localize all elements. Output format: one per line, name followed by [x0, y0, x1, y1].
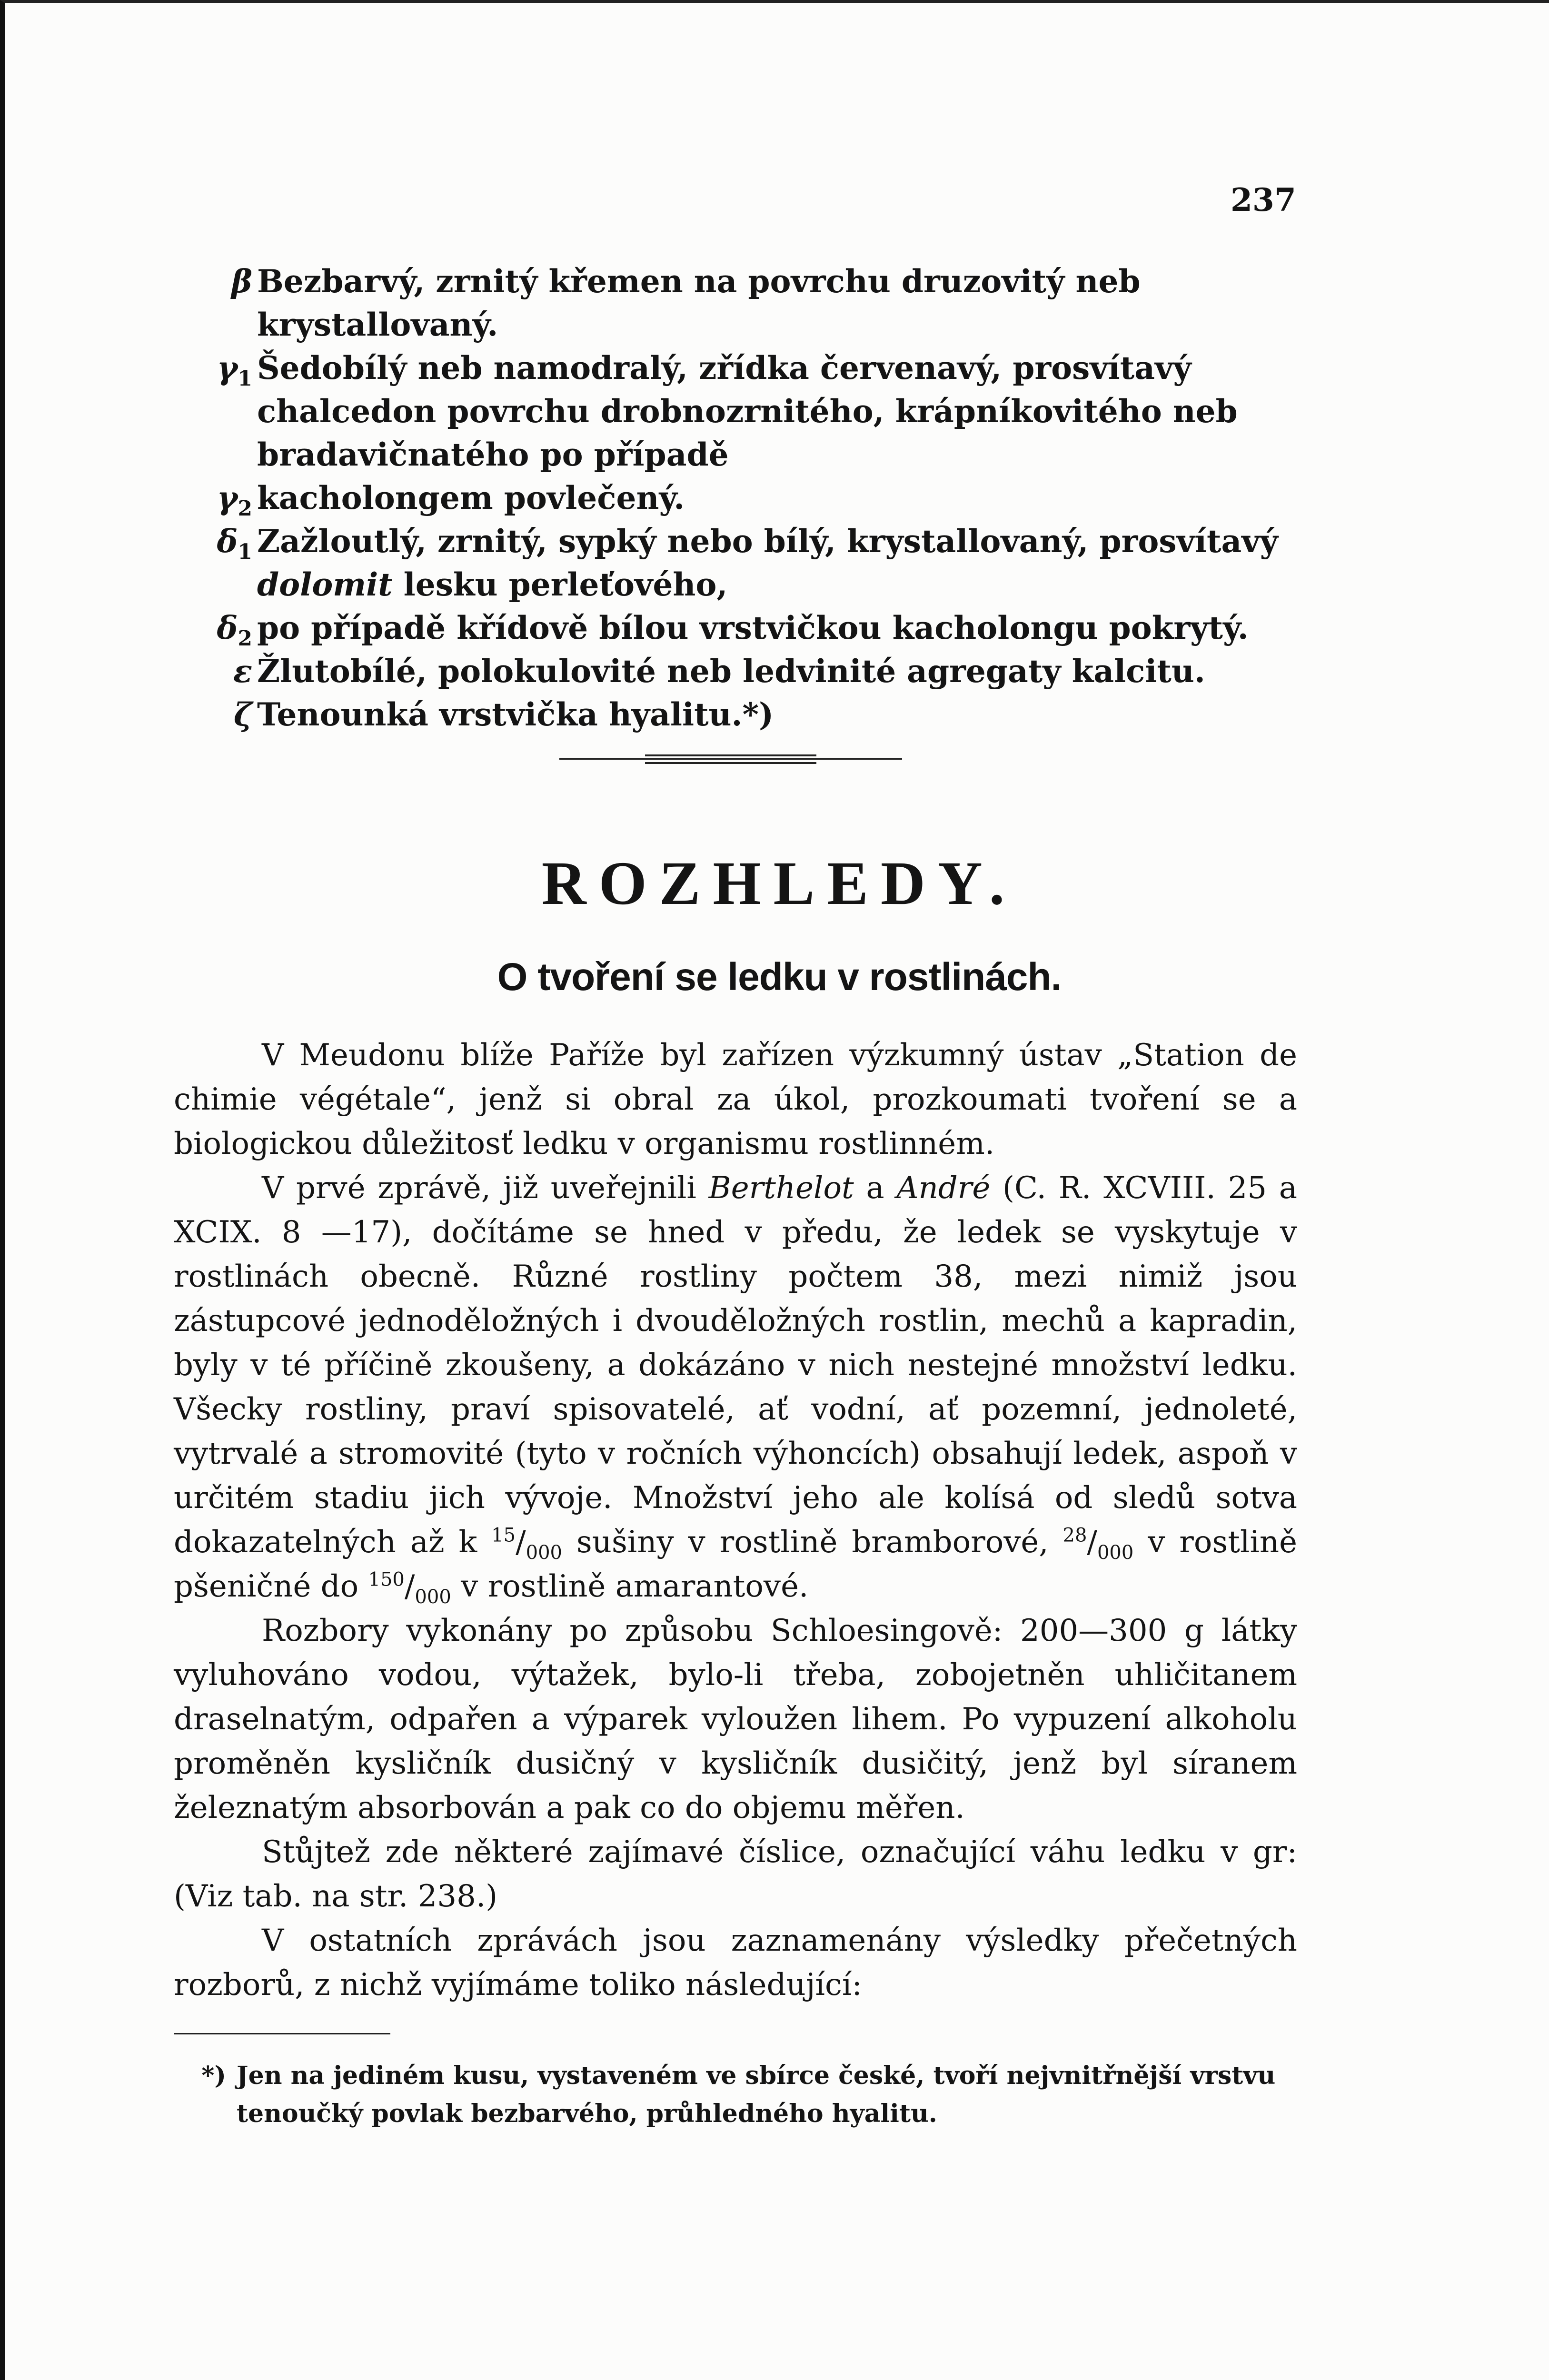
paragraph: V ostatních zprávách jsou zaznamenány výsledky přečetných rozborů, z nichž vyjímáme toliko následující:	[174, 1923, 1297, 2003]
author-name: Berthelot	[708, 1170, 854, 1206]
list-item-text: Zažloutlý, zrnitý, sypký nebo bílý, krystallovaný, prosvítavý	[257, 523, 1278, 560]
paragraph: Rozbory vykonány po způsobu Schloesingově: 200—300 g látky vyluhováno vodou, výtažek, bylo-li třeba, zobojetněn uhličitanem draselnatým, odpařen a výparek vyloužen lihem. Po vypuzení alkoholu proměněn kysličník dusičný v kysličník dusičitý, jenž byl síranem železnatým absorbován a pak co do objemu měřen.	[174, 1613, 1297, 1825]
greek-symbol: ζ	[233, 696, 252, 733]
list-item-text: Šedobílý neb namodralý, zřídka červenavý, prosvítavý chalcedon povrchu drobnozrnitého, krápníkovitého neb bradavičnatého po případě	[257, 349, 1238, 473]
list-item-text-continued: lesku perleťového,	[392, 566, 728, 603]
author-name: André	[896, 1170, 991, 1206]
greek-symbol: $\delta_1$	[217, 523, 252, 565]
page-number: 237	[1231, 181, 1296, 218]
greek-symbol: β	[231, 263, 252, 300]
paragraph: Stůjtež zde některé zajímavé číslice, označující váhu ledku v gr: (Viz tab. na str. 238.)	[174, 1835, 1297, 1914]
divider-line	[559, 758, 902, 760]
list-item-text: Bezbarvý, zrnitý křemen na povrchu druzovitý neb krystallovaný.	[257, 263, 1141, 343]
greek-symbol: $\gamma_2$	[217, 479, 252, 521]
paragraph: V prvé zprávě, již uveřejnili Berthelot a André (C. R. XCVIII. 25 a XCIX. 8 —17), dočítáme se hned v předu, že ledek se vyskytuje v rostlinách obecně. Různé rostliny počtem 38, mezi nimiž jsou zástupcové jednoděložných i dvouděložných rostlin, mechů a kapradin, byly v té příčině zkoušeny, a dokázáno v nich nestejné množství ledku. Všecky rostliny, praví spisovatelé, ať vodní, ať pozemní, jednoleté, vytrvalé a stromovité (tyto v ročních výhoncích) obsahují ledek, aspoň v určitém stadiu jich vývoje. Množství jeho ale kolísá od sledů sotva dokazatelných až k $^{15}/_{000}$ sušiny v rostlině bramborové, $^{28}/_{000}$ v rostlině pšeničné do $^{150}/_{000}$ v rostlině amarantové.	[174, 1170, 1298, 1608]
list-item	[214, 520, 1295, 606]
paragraph: V Meudonu blíže Paříže byl zařízen výzkumný ústav „Station de chimie végétale“, jenž si obral za úkol, prozkoumati tvoření se a biologickou důležitosť ledku v organismu rostlinném.	[174, 1038, 1297, 1161]
mineral-layer-list	[214, 260, 1295, 736]
greek-symbol: ε	[233, 653, 252, 690]
ornamental-divider	[559, 753, 902, 767]
greek-symbol: $\gamma_1$	[217, 349, 252, 391]
footnote	[174, 2057, 1297, 2133]
divider-line	[645, 754, 816, 756]
list-item	[214, 606, 1295, 650]
list-item	[214, 693, 1295, 736]
list-item	[214, 476, 1295, 520]
divider-line	[645, 762, 816, 764]
greek-symbol: $\delta_2$	[217, 609, 252, 651]
fraction-per-mille: $^{28}/_{000}$	[1062, 1524, 1134, 1564]
list-item	[214, 260, 1295, 347]
list-item-text: Žlutobílé, polokulovité neb ledvinité agregaty kalcitu.	[257, 653, 1205, 690]
list-item-text: kacholongem povlečený.	[257, 479, 685, 516]
article-title: O tvoření se ledku v rostlinách.	[497, 955, 1062, 999]
footnote-line: tenoučký povlak bezbarvého, průhledného hyalitu.	[237, 2099, 937, 2128]
footnote-marker: *)	[201, 2061, 226, 2090]
fraction-per-mille: $^{15}/_{000}$	[491, 1524, 562, 1564]
list-item-text: po případě křídově bílou vrstvičkou kacholongu pokrytý.	[257, 609, 1249, 646]
list-item	[214, 650, 1295, 693]
fraction-per-mille: $^{150}/_{000}$	[368, 1568, 451, 1608]
article-body	[174, 1033, 1297, 2007]
footnote-line	[174, 2057, 1297, 2095]
list-item	[214, 347, 1295, 476]
section-title: ROZHLEDY.	[541, 849, 1017, 918]
footnote-rule	[174, 2033, 390, 2034]
list-item-text: Tenounká vrstvička hyalitu.*)	[257, 696, 774, 733]
mineral-name-italic: dolomit	[257, 566, 393, 603]
footnote-text: Jen na jediném kusu, vystaveném ve sbírce české, tvoří nejvnitřnější vrstvu	[237, 2061, 1276, 2090]
